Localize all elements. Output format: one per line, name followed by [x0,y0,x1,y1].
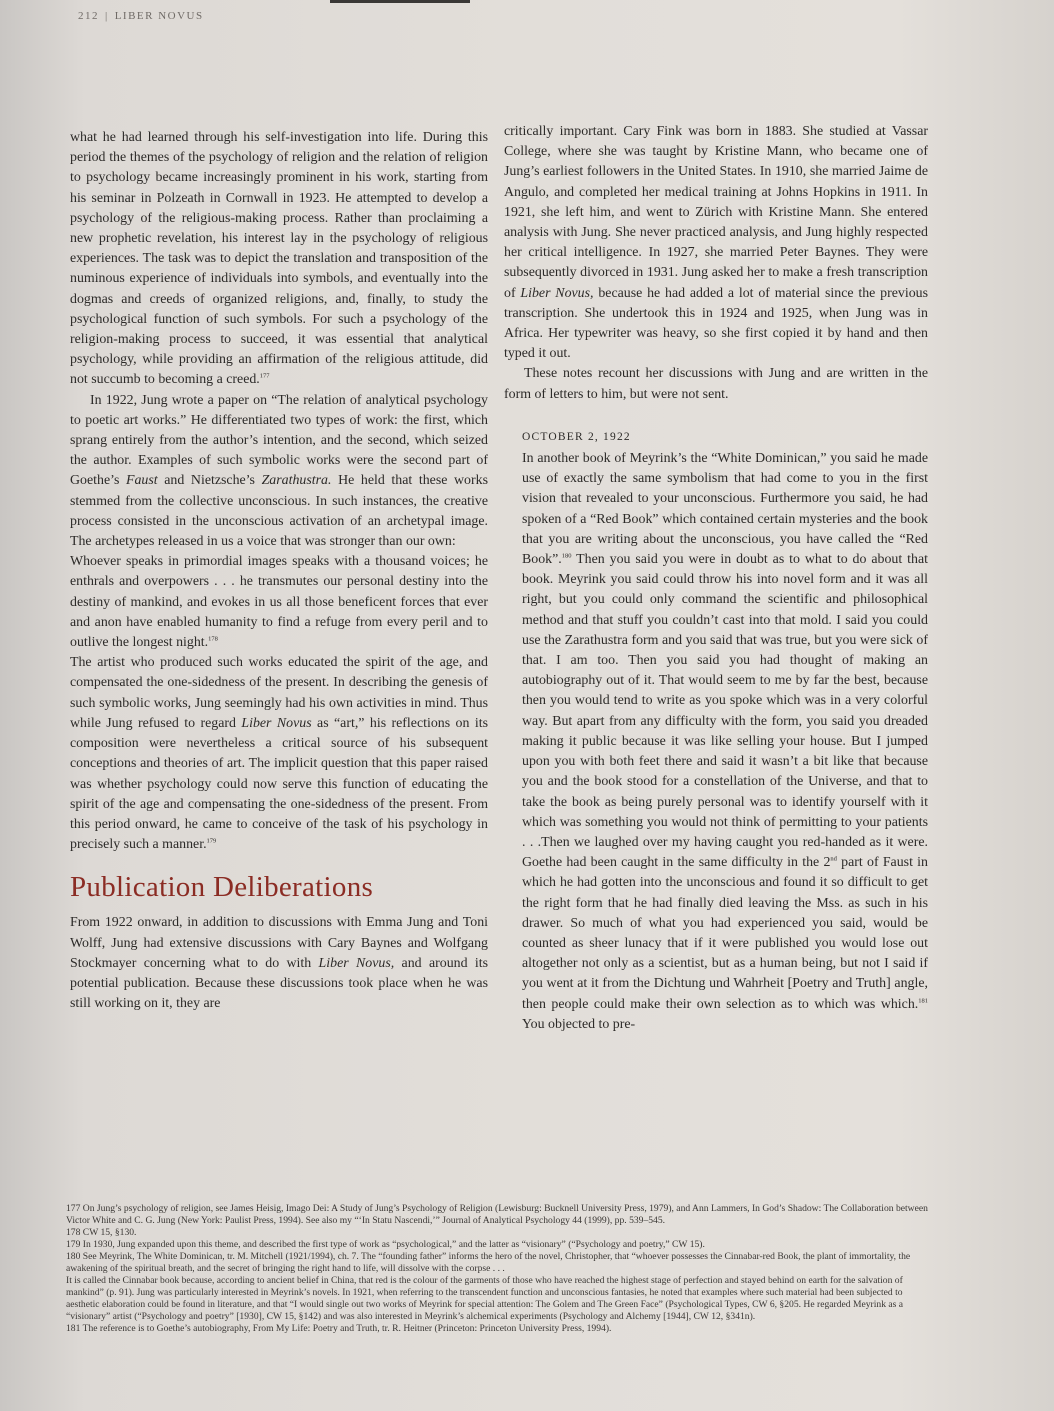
paragraph-text: critically important. Cary Fink was born in 1883. She studied at Vassar College, where she was taught by Kristine Mann, who became one of Jung’s earliest followers in the United States. In 1910, she married Jaime de Angulo, and completed her medical training at Johns Hopkins in 1911. In 1921, she left him, and went to Zürich with Kristine Mann. She entered analysis with Jung. She never practiced analysis, and Jung highly respected her critical intelligence. In 1927, she married Peter Baynes. They were subsequently divorced in 1931. Jung asked her to make a fresh transcription of [504,124,928,301]
paragraph-6: These notes recount her discussions with Jung and are written in the form of letters to him, but were not sent. [504,366,928,402]
section-heading: Publication Deliberations [70,871,374,904]
paragraph-3 [70,653,488,855]
paragraph-4 [70,913,488,1014]
footnote-180-continued: It is called the Cinnabar book because, according to ancient belief in China, that red is the colour of the garments of those who have reached the highest stage of perfection and stayed behind on earth for the salvation of mankind” (p. 91). Jung was particularly interested in Meyrink’s novels. In 1921, when referring to the transcendent function and unconscious fantasies, he noted that examples where such material had been subjected to aesthetic elaboration could be found in literature, and that “I would single out two works of Meyrink for special attention: The Golem and The Green Face” (Psychological Types, CW 6, §205. He regarded Meyrink as a “visionary” artist (“Psychology and poetry” [1930], CW 15, §142) and was also interested in Meyrink’s alchemical experiments (Psychology and Alchemy [1944], CW 12, §341n). [66,1275,904,1322]
italic-title-faust: Faust [126,473,158,489]
paragraph-5 [504,122,928,364]
letter-text-part: part of Faust in which he had gotten into the unconscious and found it so difficult to get the right form that he had finally died leaving the Mss. as such in his drawer. So much of what you had experienced you said, would be counted as sheer lunacy that if it were published you would lose out altogether not only as a scientist, but as a human being, but not I said if you went at it from the Dichtung und Wahrheit [Poetry and Truth] angle, then people could make their own selection as to which was which. [522,855,928,1012]
paragraph-text: The artist who produced such works educated the spirit of the age, and compensated the one-sidedness of the present. In describing the genesis of such symbolic works, Jung seemingly had his own activities in mind. Thus while Jung refused to regard [70,655,488,731]
paragraph-text: because he had added a lot of material since the previous transcription. She undertook this in 1924 and 1925, when Jung was in Africa. Her typewriter was heavy, so she first copied it by hand and then typed it out. [504,285,928,362]
paragraph-text: From 1922 onward, in addition to discussions with Emma Jung and Toni Wolff, Jung had extensive discussions with Cary Baynes and Wolfgang Stockmayer concerning what to do with [70,915,488,971]
paragraph-1 [70,128,488,391]
left-column [70,128,488,1014]
header-separator: | [105,10,109,22]
footnote-ref-180[interactable]: 180 [561,552,572,560]
letter-text-part: You objected to pre- [522,1016,636,1032]
letter-text-part: Then you said you were in doubt as to what to do about that book. Meyrink you said could throw his into novel form and it was all right, but you could only command the scientific and philosophical method and that stuff you couldn’t cast into that mold. I said you could use the Zarathustra form and you said that was true, but you were sick of that. I am too. Then you said you had thought of making an autobiography out of it. That would seem to me by far the best, because then you would tend to write as you spoke which was in a very colorful way. But apart from any difficulty with the form, you said you dreaded making it public because it was like selling your house. But I jumped upon you with both feet there and said it wasn’t a bit like that because you and the book stood for a constellation of the Universe, and that to take the book as being purely personal was to identify yourself with it which was something you would not think of permitting to your patients . . .Then we laughed over my having caught you red-handed as it were. Goethe had been caught in the same difficulty in the 2 [522,552,928,871]
paragraph-2 [70,391,488,553]
paragraph-text: and Nietzsche’s [157,473,262,489]
paragraph-text: what he had learned through his self-investigation into life. During this period the themes of the psychology of religion and the relation of religion to psychology became increasingly prominent in his work, starting from his seminar in Polzeath in Cornwall in 1923. He attempted to develop a psychology of the religious-making process. Rather than proclaiming a new prophetic revelation, his interest lay in the psychology of religious experiences. The task was to depict the translation and transposition of the numinous experience of individuals into symbols, and eventually into the dogmas and creeds of organized religions, and, finally, to study the psychological function of such symbols. For such a psychology of the religion-making process to succeed, it was essential that analytical psychology, while providing an affirmation of the religious attitude, did not succumb to becoming a creed. [70,130,488,388]
paragraph-text: In 1922, Jung wrote a paper on “The relation of analytical psychology to poetic art works.” He differentiated two types of work: the first, which sprang entirely from the author’s intention, and the second, which seized the author. Examples of such symbolic works were the second part of Goethe’s [70,392,488,489]
footnote-ref-179[interactable]: 179 [206,837,217,845]
ordinal-suffix: nd [830,855,837,863]
italic-title-liber-novus: Liber Novus [241,715,312,731]
letter-text-part: In another book of Meyrink’s the “White Dominican,” you said he made use of exactly the same symbolism that had come to you in the first vision that revealed to your unconscious. Furthermore you said, he had spoken of a “Red Book” which contained certain mysteries and the book that you are writing about the unconscious, you have called the “Red Book”. [522,451,928,568]
italic-title-liber-novus: Liber Novus, [318,955,395,971]
running-head [78,10,204,22]
block-quote [70,552,488,653]
right-column [504,122,928,1035]
paragraph-text: as “art,” his reflections on its composition were nevertheless a critical source of his subsequent conceptions and theories of art. The implicit question that this paper raised was whether psychology could now serve this function of educating the spirit of the age and compensating the one-sidedness of the present. From this period onward, he came to conceive of the task of his psychology in precisely such a manner. [70,715,488,853]
italic-title-zarathustra: Zarathustra. [261,473,332,489]
footnote-179: 179 In 1930, Jung expanded upon this theme, and described the first type of work as “psychological,” and the latter as “visionary” (“Psychology and poetry,” CW 15). [66,1239,705,1250]
letter-text [522,449,928,1035]
quote-text: Whoever speaks in primordial images speaks with a thousand voices; he enthrals and overpowers . . . he transmutes our personal destiny into the destiny of mankind, and evokes in us all those beneficent forces that ever and anon have enabled humanity to find a refuge from every peril and to outlive the longest night. [70,554,488,651]
footnote-181: 181 The reference is to Goethe’s autobiography, From My Life: Poetry and Truth, tr. R. Heitner (Princeton: Princeton University Press, 1994). [66,1323,612,1334]
page-top-shadow [330,0,470,3]
letter-date: OCTOBER 2, 1922 [522,430,631,443]
footnote-178: 178 CW 15, §130. [66,1227,137,1238]
footnote-ref-178[interactable]: 178 [208,635,218,643]
footnote-177: 177 On Jung’s psychology of religion, see James Heisig, Imago Dei: A Study of Jung’s Psychology of Religion (Lewisburg: Bucknell University Press, 1979), and Ann Lammers, In God’s Shadow: The Collaboration between Victor White and C. G. Jung (New York: Paulist Press, 1994). See also my “‘In Statu Nascendi,’” Journal of Analytical Psychology 44 (1999), pp. 539–545. [66,1203,928,1226]
page-number: 212 [78,10,99,22]
footnote-ref-177[interactable]: 177 [259,372,270,380]
footnotes [66,1203,928,1335]
footnote-ref-181[interactable]: 181 [918,996,928,1004]
book-title: LIBER NOVUS [114,10,204,22]
footnote-180: 180 See Meyrink, The White Dominican, tr. M. Mitchell (1921/1994), ch. 7. The “founding father” informs the hero of the novel, Christopher, that “whoever possesses the Cinnabar-red Book, the plant of immortality, the awakening of the spiritual breath, and the secret of bringing the right hand to life, will dissolve with the corpse . . . [66,1251,911,1274]
paragraph-text: and around its potential publication. Because these discussions took place when he was still working on it, they are [70,955,488,1012]
letter-excerpt [504,427,928,1035]
italic-title-liber-novus: Liber Novus, [520,285,594,301]
paragraph-text: He held that these works stemmed from the collective unconscious. In such instances, the creative process consisted in the unconscious activation of an archetypal image. The archetypes released in us a voice that was stronger than our own: [70,473,488,550]
